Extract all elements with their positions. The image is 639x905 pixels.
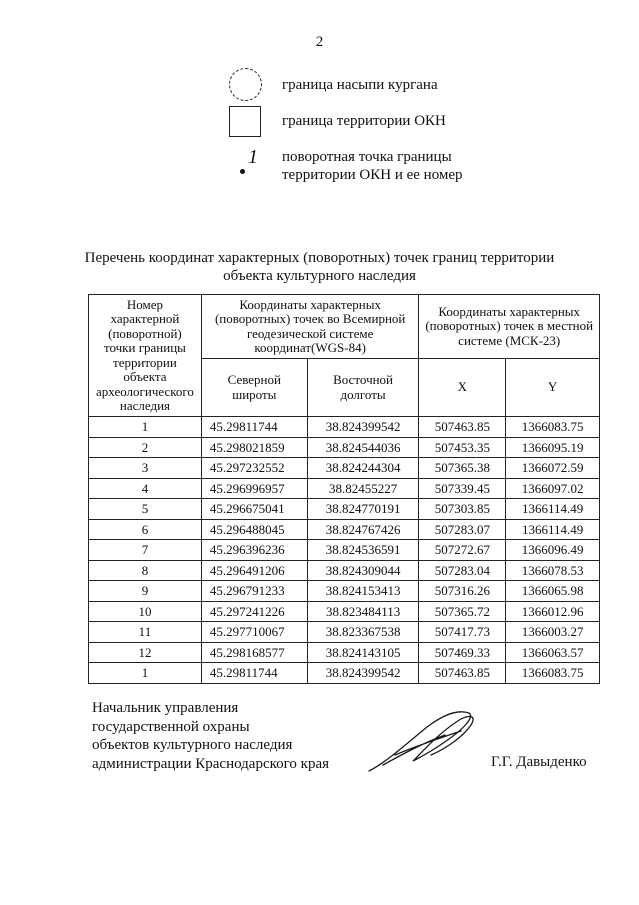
table-row [89,663,600,684]
cell-latitude: 45.298168577 [201,642,307,663]
cell-latitude: 45.296396236 [201,540,307,561]
cell-y: 1366095.19 [506,437,600,458]
signature-line-3: объектов культурного наследия [92,737,293,753]
cell-point-number: 12 [89,642,202,663]
table-row [89,499,600,520]
table-row [89,478,600,499]
header-line: Северной [227,372,281,387]
cell-y: 1366096.49 [506,540,600,561]
header-line: наследия [119,398,171,413]
header-y: Y [506,359,600,417]
header-longitude [307,359,419,417]
cell-longitude: 38.824544036 [307,437,419,458]
cell-point-number: 4 [89,478,202,499]
legend-mound-text: граница насыпи кургана [282,77,438,93]
cell-point-number: 6 [89,519,202,540]
cell-x: 507316.26 [419,581,506,602]
header-line: территории [113,354,177,370]
cell-latitude: 45.296996957 [201,478,307,499]
cell-x: 507365.38 [419,458,506,479]
cell-y: 1366114.49 [506,519,600,540]
coordinates-body [89,417,600,684]
table-title-line2: объекта культурного наследия [223,268,416,284]
header-line: объекта [123,369,167,384]
cell-longitude: 38.823484113 [307,601,419,622]
header-line: Восточной [333,372,394,387]
cell-longitude: 38.823367538 [307,622,419,643]
header-line: Номер [126,296,164,312]
header-line: долготы [340,386,386,402]
header-latitude [201,359,307,417]
table-row [89,601,600,622]
legend-point-text [282,148,502,184]
cell-point-number: 3 [89,458,202,479]
header-line: Координаты характерных [239,296,381,312]
cell-latitude: 45.29811744 [201,417,307,438]
cell-point-number: 1 [89,663,202,684]
cell-latitude: 45.296675041 [201,499,307,520]
cell-latitude: 45.296491206 [201,560,307,581]
header-line: характерной [110,311,180,326]
cell-x: 507417.73 [419,622,506,643]
table-row [89,560,600,581]
cell-x: 507303.85 [419,499,506,520]
turning-point-icon [238,148,264,178]
cell-longitude: 38.824143105 [307,642,419,663]
cell-longitude: 38.824399542 [307,417,419,438]
cell-longitude: 38.824153413 [307,581,419,602]
cell-point-number: 10 [89,601,202,622]
signature-line-2: государственной охраны [92,718,250,735]
cell-point-number: 8 [89,560,202,581]
cell-point-number: 11 [89,622,202,643]
header-line: системе (МСК-23) [458,332,561,348]
square-outline-icon [229,106,261,137]
dashed-circle-icon [229,68,262,101]
table-title-line1: Перечень координат характерных (поворотных) точек границ территории [84,250,555,266]
header-point-number [89,295,202,417]
coordinates-table [88,294,600,684]
legend-point-line1: поворотная точка границы [282,149,452,165]
table-row [89,519,600,540]
signature-line-4: администрации Краснодарского края [92,755,330,772]
cell-longitude: 38.824399542 [307,663,419,684]
cell-longitude: 38.824536591 [307,540,419,561]
cell-y: 1366065.98 [506,581,600,602]
header-line: координат(WGS-84) [254,340,366,355]
cell-latitude: 45.298021859 [201,437,307,458]
cell-y: 1366083.75 [506,417,600,438]
table-row [89,458,600,479]
cell-x: 507283.04 [419,560,506,581]
page-number: 2 [315,34,324,50]
cell-y: 1366072.59 [506,458,600,479]
cell-y: 1366003.27 [506,622,600,643]
cell-x: 507339.45 [419,478,506,499]
cell-longitude: 38.824309044 [307,560,419,581]
table-title [0,249,639,285]
header-line: точки границы [103,340,186,355]
cell-latitude: 45.297232552 [201,458,307,479]
cell-x: 507365.72 [419,601,506,622]
cell-x: 507272.67 [419,540,506,561]
header-wgs84-group [201,295,419,359]
legend-point-line2: территории ОКН и ее номер [282,167,463,183]
cell-latitude: 45.297710067 [201,622,307,643]
table-row [89,417,600,438]
cell-x: 507469.33 [419,642,506,663]
header-x: X [419,359,506,417]
header-line: (поворотной) [108,325,182,341]
table-row [89,540,600,561]
header-msk23-group [419,295,600,359]
table-row [89,622,600,643]
cell-x: 507463.85 [419,663,506,684]
table-row [89,437,600,458]
cell-point-number: 5 [89,499,202,520]
cell-longitude: 38.824767426 [307,519,419,540]
cell-x: 507463.85 [419,417,506,438]
cell-longitude: 38.824770191 [307,499,419,520]
handwritten-signature [365,705,485,777]
signature-block [92,699,329,773]
point-dot-icon [240,169,245,174]
header-line: археологического [96,383,194,399]
cell-y: 1366012.96 [506,601,600,622]
cell-latitude: 45.29811744 [201,663,307,684]
cell-y: 1366097.02 [506,478,600,499]
cell-y: 1366063.57 [506,642,600,663]
cell-longitude: 38.82455227 [307,478,419,499]
legend-territory-text: граница территории ОКН [282,113,446,129]
cell-latitude: 45.296791233 [201,581,307,602]
cell-point-number: 7 [89,540,202,561]
cell-latitude: 45.297241226 [201,601,307,622]
table-row [89,581,600,602]
header-line: (поворотных) точек в местной [425,318,594,334]
signer-name: Г.Г. Давыденко [491,754,587,770]
point-number-label: 1 [248,146,258,168]
header-line: геодезической системе [246,325,374,341]
cell-latitude: 45.296488045 [201,519,307,540]
header-line: широты [232,386,277,402]
cell-y: 1366083.75 [506,663,600,684]
cell-y: 1366078.53 [506,560,600,581]
cell-point-number: 2 [89,437,202,458]
cell-longitude: 38.824244304 [307,458,419,479]
cell-point-number: 1 [89,417,202,438]
cell-x: 507283.07 [419,519,506,540]
table-row [89,642,600,663]
cell-x: 507453.35 [419,437,506,458]
header-line: Координаты характерных [438,303,581,319]
cell-y: 1366114.49 [506,499,600,520]
cell-point-number: 9 [89,581,202,602]
header-line: (поворотных) точек во Всемирной [214,311,406,326]
signature-line-1: Начальник управления [92,700,239,716]
